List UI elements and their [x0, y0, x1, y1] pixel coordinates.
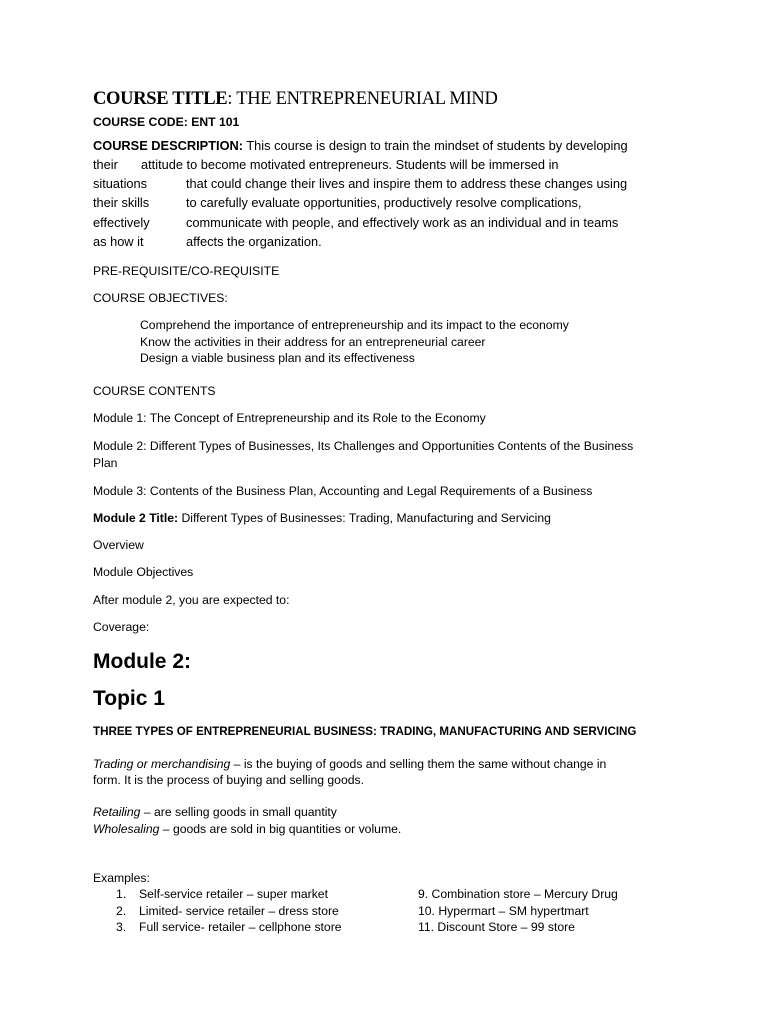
examples-heading: Examples: [93, 871, 150, 885]
desc-left-word-1: their [93, 157, 118, 172]
example-item: Limited- service retailer – dress store [139, 904, 339, 918]
module-item: Module 3: Contents of the Business Plan, Accounting and Legal Requirements of a Business [93, 484, 593, 498]
desc-left-word-5: as how it [93, 234, 144, 249]
course-description-line-5: communicate with people, and effectively work as an individual and in teams [186, 215, 619, 230]
trading-definition-line-2: form. It is the process of buying and selling goods. [93, 773, 364, 787]
module-item: Module 1: The Concept of Entrepreneurship and its Role to the Economy [93, 411, 486, 425]
wholesaling-definition: Wholesaling – goods are sold in big quantities or volume. [93, 822, 402, 836]
module-item-continuation: Plan [93, 456, 118, 470]
topic-heading: Topic 1 [93, 687, 165, 710]
example-number: 1. [116, 887, 127, 901]
module-objectives-label: Module Objectives [93, 565, 194, 579]
retailing-definition: Retailing – are selling goods in small quantity [93, 805, 337, 819]
expected-label: After module 2, you are expected to: [93, 593, 290, 607]
course-contents-heading: COURSE CONTENTS [93, 384, 216, 398]
desc-left-word-3: their skills [93, 195, 150, 210]
trading-definition-line-1: Trading or merchandising – is the buying of goods and selling them the same without change in [93, 757, 607, 771]
module-item: Module 2: Different Types of Businesses, Its Challenges and Opportunities Contents of the Business [93, 439, 634, 453]
example-number: 3. [116, 920, 127, 934]
overview-label: Overview [93, 538, 144, 552]
example-item: 11. Discount Store – 99 store [418, 920, 575, 934]
example-item: 10. Hypermart – SM hypertmart [418, 904, 589, 918]
course-description-line-3: that could change their lives and inspire them to address these changes using [186, 176, 628, 191]
course-objectives-heading: COURSE OBJECTIVES: [93, 291, 228, 305]
course-code: COURSE CODE: ENT 101 [93, 115, 240, 129]
objective-item: Comprehend the importance of entrepreneurship and its impact to the economy [140, 318, 569, 332]
prerequisite-heading: PRE-REQUISITE/CO-REQUISITE [93, 264, 280, 278]
course-description-line-1: COURSE DESCRIPTION: This course is design to train the mindset of students by developing [93, 138, 628, 153]
topic-subheading: THREE TYPES OF ENTREPRENEURIAL BUSINESS: TRADING, MANUFACTURING AND SERVICING [93, 725, 637, 738]
desc-left-word-2: situations [93, 176, 148, 191]
objective-item: Design a viable business plan and its effectiveness [140, 351, 415, 365]
course-description-line-6: affects the organization. [186, 234, 322, 249]
example-item: Full service- retailer – cellphone store [139, 920, 342, 934]
desc-left-word-4: effectively [93, 215, 150, 230]
course-title-value: : THE ENTREPRENEURIAL MIND [227, 89, 498, 109]
example-item: 9. Combination store – Mercury Drug [418, 887, 618, 901]
course-description-label: COURSE DESCRIPTION: [93, 138, 244, 153]
course-title-label: COURSE TITLE [93, 89, 228, 109]
module-2-title: Module 2 Title: Different Types of Businesses: Trading, Manufacturing and Servicing [93, 511, 551, 525]
example-number: 2. [116, 904, 127, 918]
coverage-label: Coverage: [93, 620, 150, 634]
course-description-line-2: attitude to become motivated entrepreneurs. Students will be immersed in [141, 157, 559, 172]
objective-item: Know the activities in their address for an entrepreneurial career [140, 335, 486, 349]
example-item: Self-service retailer – super market [139, 887, 328, 901]
module-2-heading: Module 2: [93, 650, 191, 673]
course-description-line-4: to carefully evaluate opportunities, productively resolve complications, [186, 195, 582, 210]
course-title [93, 90, 498, 109]
